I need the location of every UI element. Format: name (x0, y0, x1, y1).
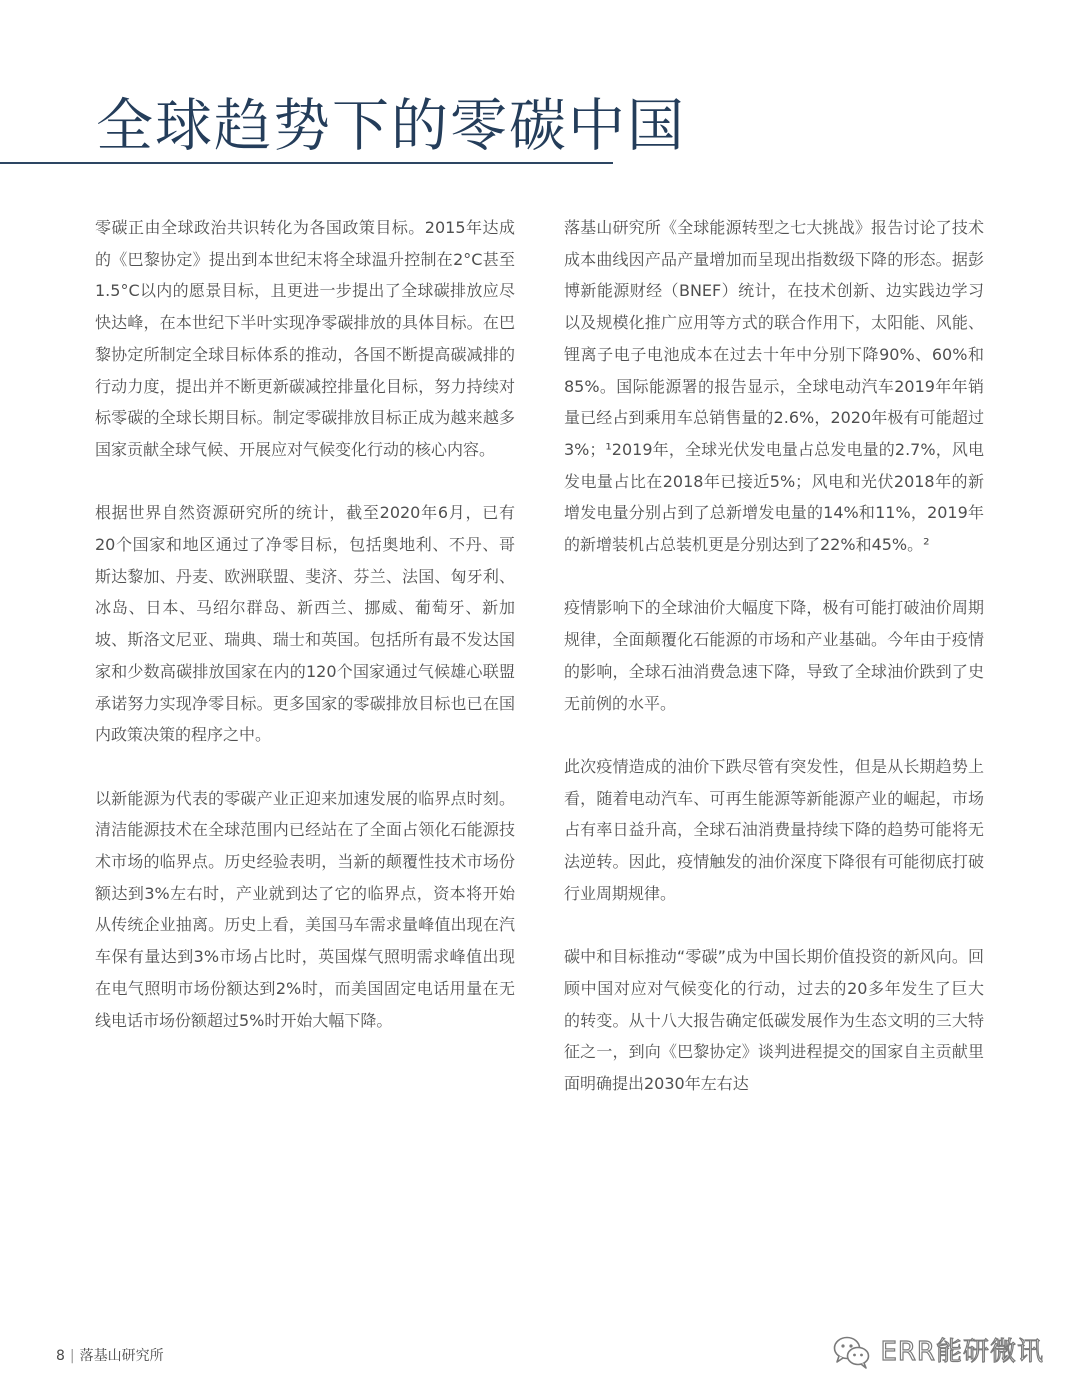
paragraph: 此次疫情造成的油价下跌尽管有突发性，但是从长期趋势上看，随着电动汽车、可再生能源等新能源产业的崛起，市场占有率日益升高，全球石油消费量持续下降的趋势可能将无法逆转。因此，疫情触发的油价深度下降很有可能彻底打破行业周期规律。 (564, 756, 984, 903)
footer-separator: | (69, 1348, 75, 1364)
paragraph: 疫情影响下的全球油价大幅度下降，极有可能打破油价周期规律，全面颠覆化石能源的市场和产业基础。今年由于疫情的影响，全球石油消费急速下降，导致了全球油价跌到了史无前例的水平。 (564, 598, 984, 713)
paragraph: 以新能源为代表的零碳产业正迎来加速发展的临界点时刻。清洁能源技术在全球范围内已经站在了全面占领化石能源技术市场的临界点。历史经验表明，当新的颠覆性技术市场份额达到3%左右时，产业就到达了它的临界点，资本将开始从传统企业抽离。历史上看，美国马车需求量峰值出现在汽车保有量达到3%市场占比时，英国煤气照明需求峰值出现在电气照明市场份额达到2%时，而美国固定电话用量在无线电话市场份额超过5%时开始大幅下降。 (95, 788, 515, 1030)
watermark (832, 1330, 1044, 1374)
page-title: 全球趋势下的零碳中国 (96, 93, 686, 159)
paragraph: 根据世界自然资源研究所的统计，截至2020年6月，已有20个国家和地区通过了净零目标，包括奥地利、不丹、哥斯达黎加、丹麦、欧洲联盟、斐济、芬兰、法国、匈牙利、冰岛、日本、马绍尔群岛、新西兰、挪威、葡萄牙、新加坡、斯洛文尼亚、瑞典、瑞士和英国。包括所有最不发达国家和少数高碳排放国家在内的120个国家通过气候雄心联盟承诺努力实现净零目标。更多国家的零碳排放目标也已在国内政策决策的程序之中。 (95, 503, 515, 745)
publisher-name: 落基山研究所 (79, 1348, 164, 1364)
right-column (564, 212, 984, 1131)
left-column (95, 212, 515, 1068)
watermark-text: ERR能研微讯 (880, 1337, 1044, 1367)
paragraph: 碳中和目标推动“零碳”成为中国长期价值投资的新风向。回顾中国对应对气候变化的行动，过去的20多年发生了巨大的转变。从十八大报告确定低碳发展作为生态文明的三大特征之一，到向《巴黎协定》谈判进程提交的国家自主贡献里面明确提出2030年左右达 (564, 947, 984, 1093)
title-divider (0, 162, 613, 164)
wechat-icon (832, 1334, 872, 1370)
paragraph: 零碳正由全球政治共识转化为各国政策目标。2015年达成的《巴黎协定》提出到本世纪末将全球温升控制在2°C甚至1.5°C以内的愿景目标，且更进一步提出了全球碳排放应尽快达峰，在本世纪下半叶实现净零碳排放的具体目标。在巴黎协定所制定全球目标体系的推动，各国不断提高碳减排的行动力度，提出并不断更新碳减控排量化目标，努力持续对标零碳的全球长期目标。制定零碳排放目标正成为越来越多国家贡献全球气候、开展应对气候变化行动的核心内容。 (95, 218, 515, 459)
page-footer (56, 1346, 164, 1366)
paragraph: 落基山研究所《全球能源转型之七大挑战》报告讨论了技术成本曲线因产品产量增加而呈现出指数级下降的形态。据彭博新能源财经（BNEF）统计，在技术创新、边实践边学习以及规模化推广应用等方式的联合作用下，太阳能、风能、锂离子电子电池成本在过去十年中分别下降90%、60%和85%。国际能源署的报告显示，全球电动汽车2019年年销量已经占到乘用车总销售量的2.6%，2020年极有可能超过3%；¹2019年，全球光伏发电量占总发电量的2.7%，风电发电量占比在2018年已接近5%；风电和光伏2018年的新增发电量分别占到了总新增发电量的14%和11%，2019年的新增装机占总装机更是分别达到了22%和45%。² (564, 218, 984, 555)
page-number: 8 (56, 1348, 65, 1364)
